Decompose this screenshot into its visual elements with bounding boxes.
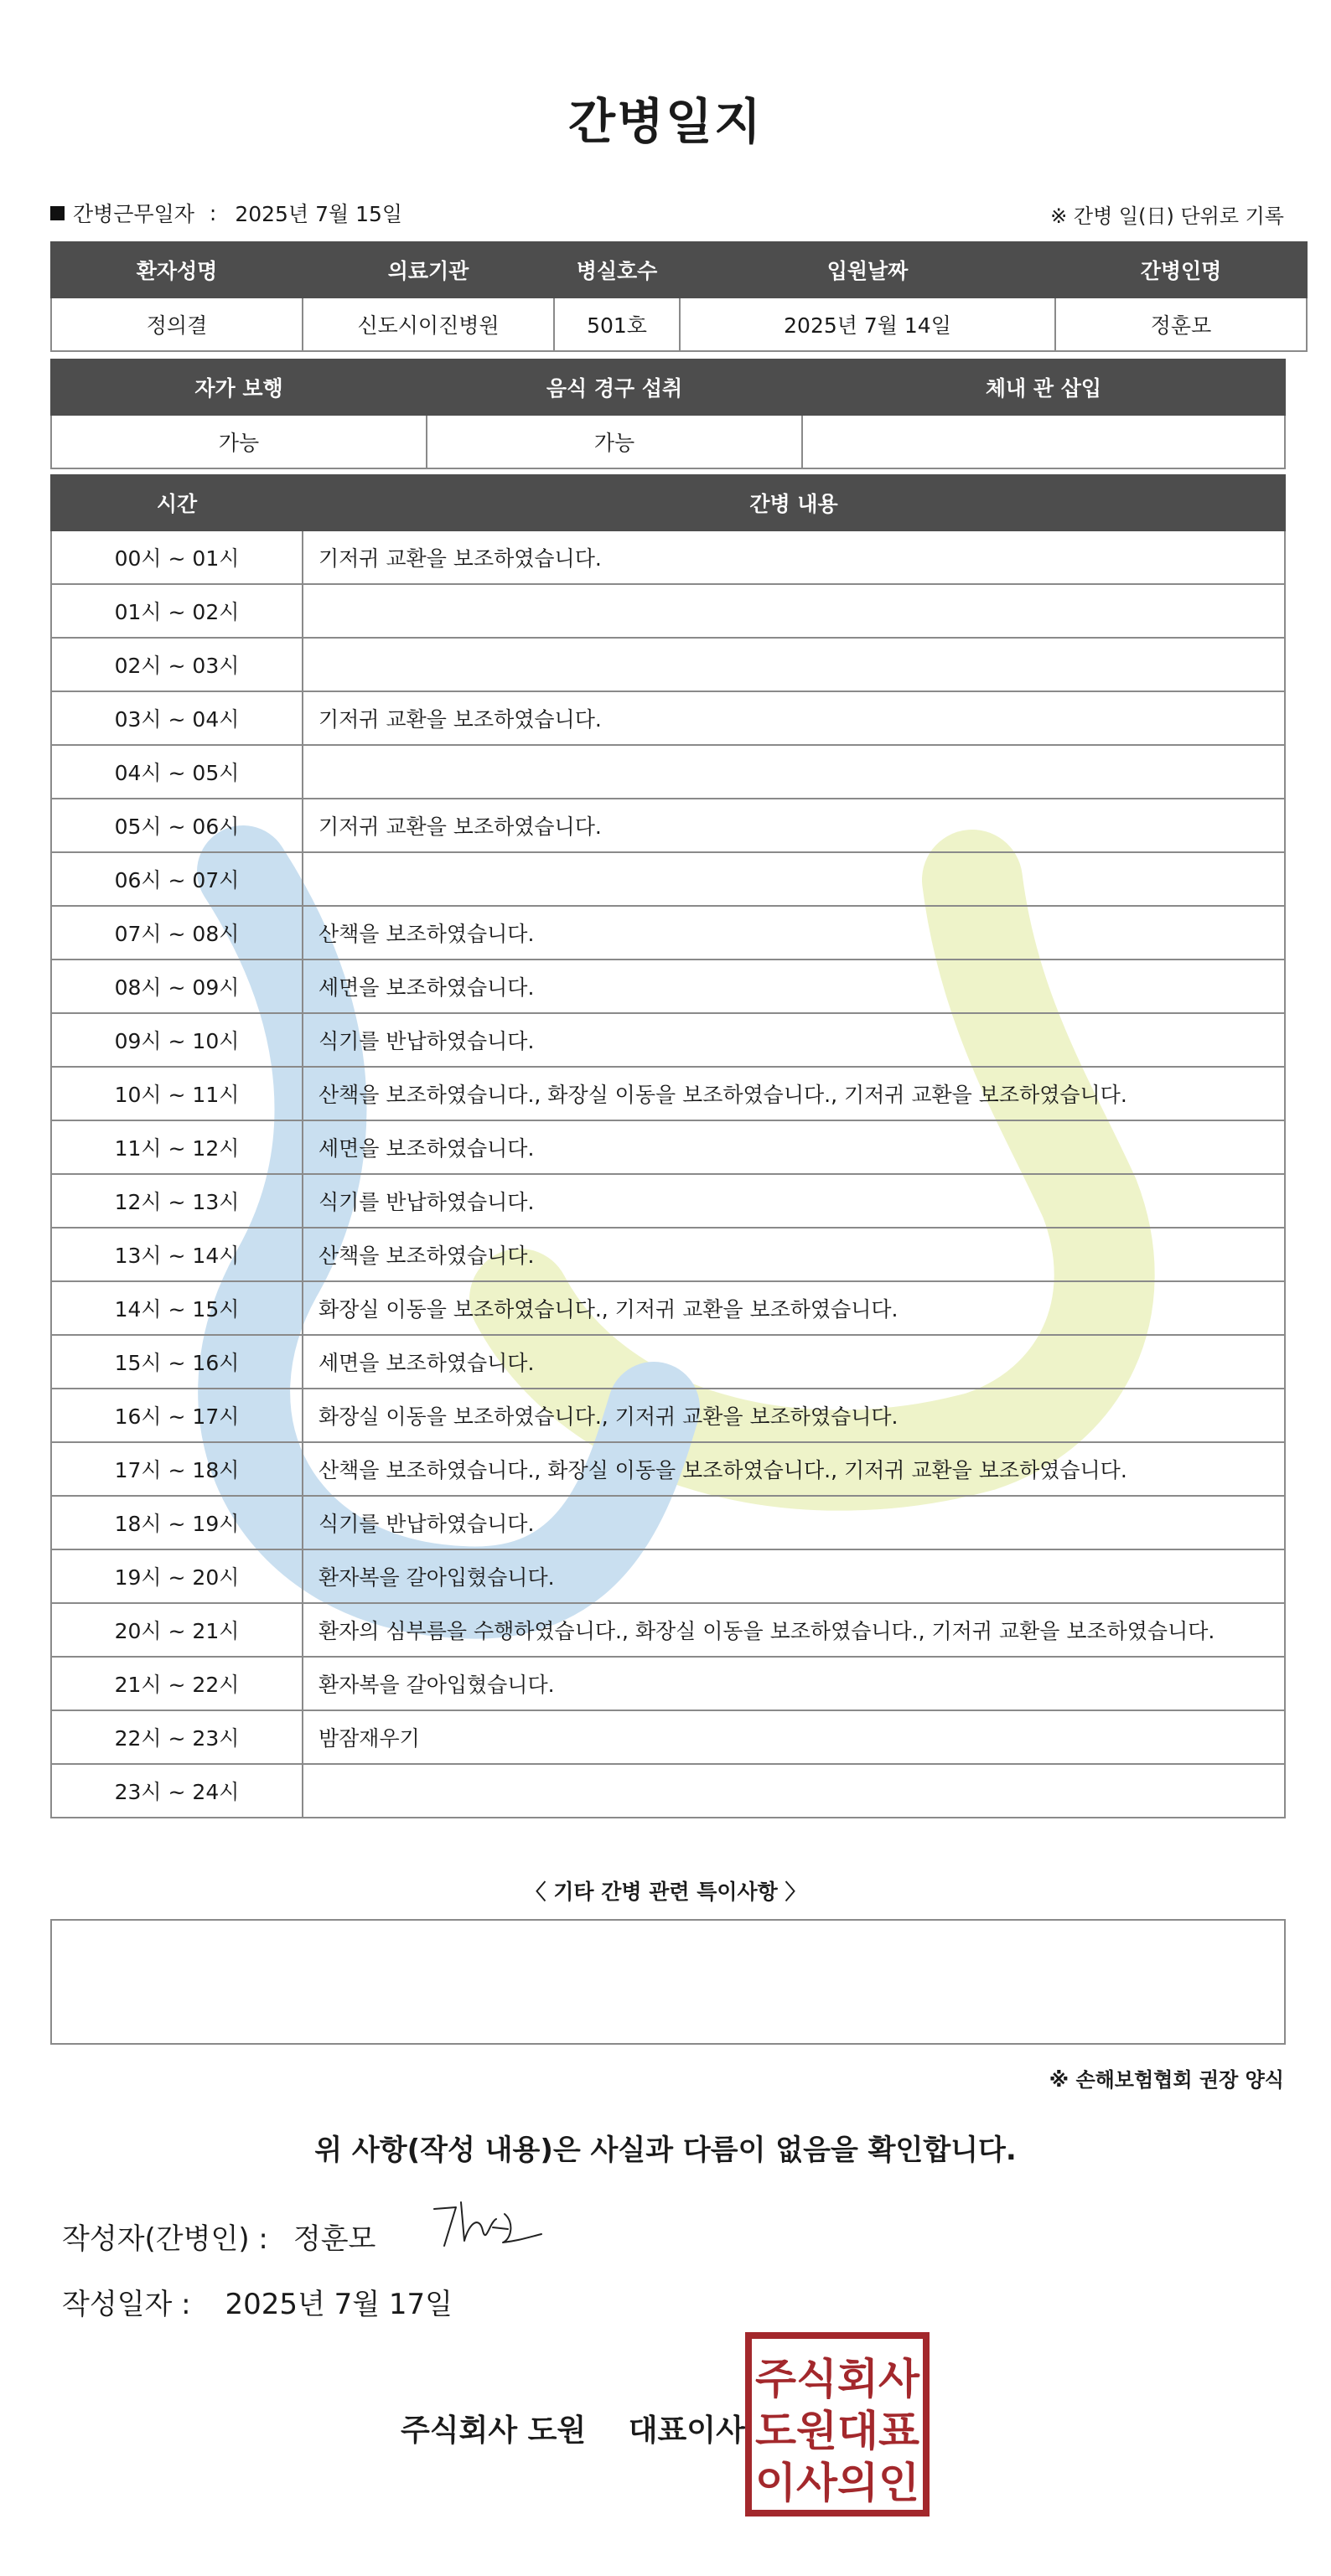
time-slot: 11시 ~ 12시	[51, 1120, 303, 1174]
representative-title: 대표이사	[628, 2413, 745, 2448]
time-slot: 22시 ~ 23시	[51, 1710, 303, 1764]
care-content: 산책을 보조하였습니다., 화장실 이동을 보조하였습니다., 기저귀 교환을 보조하였습니다.	[303, 1442, 1285, 1496]
care-content: 산책을 보조하였습니다.	[303, 1228, 1285, 1281]
table-row	[51, 691, 1285, 745]
table-row	[51, 1603, 1285, 1657]
work-date-value: 2025년 7월 15일	[235, 202, 403, 226]
time-slot: 16시 ~ 17시	[51, 1389, 303, 1442]
work-date-label: 간병근무일자	[73, 202, 194, 226]
care-content: 환자복을 갈아입혔습니다.	[303, 1657, 1285, 1710]
header-self-walking: 자가 보행	[51, 360, 427, 415]
care-content: 세면을 보조하였습니다.	[303, 1335, 1285, 1389]
special-notes-box	[50, 1919, 1286, 2045]
time-slot: 21시 ~ 22시	[51, 1657, 303, 1710]
bullet-square-icon	[50, 206, 65, 220]
table-row	[51, 1389, 1285, 1442]
time-slot: 02시 ~ 03시	[51, 638, 303, 691]
patient-info-table	[50, 241, 1308, 352]
time-slot: 08시 ~ 09시	[51, 960, 303, 1013]
care-content: 산책을 보조하였습니다.	[303, 906, 1285, 960]
care-content: 산책을 보조하였습니다., 화장실 이동을 보조하였습니다., 기저귀 교환을 보조하였습니다.	[303, 1067, 1285, 1120]
time-slot: 10시 ~ 11시	[51, 1067, 303, 1120]
header-tube-insertion: 체내 관 삽입	[802, 360, 1285, 415]
signature	[427, 2197, 545, 2251]
self-walking-value: 가능	[51, 415, 427, 468]
care-content: 식기를 반납하였습니다.	[303, 1496, 1285, 1549]
care-content: 기저귀 교환을 보조하였습니다.	[303, 799, 1285, 852]
header-care-content: 간병 내용	[303, 475, 1285, 530]
table-row	[51, 799, 1285, 852]
care-content: 식기를 반납하였습니다.	[303, 1174, 1285, 1228]
writer-name: 정훈모	[293, 2222, 376, 2256]
header-patient-name: 환자성명	[51, 242, 303, 297]
caregiver-name: 정훈모	[1055, 297, 1307, 351]
hospital-name: 신도시이진병원	[303, 297, 554, 351]
form-source-note: ※ 손해보험협회 권장 양식	[1049, 2068, 1284, 2092]
header-time: 시간	[51, 475, 303, 530]
oral-intake-value: 가능	[427, 415, 802, 468]
table-row	[51, 1496, 1285, 1549]
time-slot: 23시 ~ 24시	[51, 1764, 303, 1818]
table-row	[51, 1067, 1285, 1120]
table-row	[51, 1442, 1285, 1496]
care-content	[303, 852, 1285, 906]
writer-label: 작성자(간병인) :	[62, 2222, 268, 2256]
header-caregiver-name: 간병인명	[1055, 242, 1307, 297]
company-seal-stamp	[744, 2331, 930, 2517]
table-row	[51, 906, 1285, 960]
table-row	[51, 1764, 1285, 1818]
time-slot: 09시 ~ 10시	[51, 1013, 303, 1067]
header-hospital: 의료기관	[303, 242, 554, 297]
table-row	[51, 1120, 1285, 1174]
time-slot: 00시 ~ 01시	[51, 530, 303, 584]
admission-date: 2025년 7월 14일	[680, 297, 1055, 351]
time-slot: 13시 ~ 14시	[51, 1228, 303, 1281]
care-content: 화장실 이동을 보조하였습니다., 기저귀 교환을 보조하였습니다.	[303, 1281, 1285, 1335]
room-number: 501호	[554, 297, 680, 351]
header-admission-date: 입원날짜	[680, 242, 1055, 297]
written-date-line	[62, 2281, 453, 2322]
table-row	[51, 1657, 1285, 1710]
time-slot: 07시 ~ 08시	[51, 906, 303, 960]
written-date-value: 2025년 7월 17일	[225, 2288, 453, 2321]
time-slot: 17시 ~ 18시	[51, 1442, 303, 1496]
table-row	[51, 745, 1285, 799]
care-content: 세면을 보조하였습니다.	[303, 960, 1285, 1013]
work-date-line	[50, 198, 402, 228]
company-line	[401, 2407, 745, 2449]
page-title: 간병일지	[567, 93, 764, 150]
daily-record-note: ※ 간병 일(日) 단위로 기록	[1050, 204, 1284, 228]
time-slot: 20시 ~ 21시	[51, 1603, 303, 1657]
patient-name: 정의결	[51, 297, 303, 351]
table-row	[51, 1335, 1285, 1389]
seal-line-1: 주식회사	[755, 2355, 920, 2403]
writer-line	[62, 2216, 375, 2257]
care-content: 화장실 이동을 보조하였습니다., 기저귀 교환을 보조하였습니다.	[303, 1389, 1285, 1442]
company-name: 주식회사 도원	[401, 2413, 587, 2448]
care-content: 세면을 보조하였습니다.	[303, 1120, 1285, 1174]
time-slot: 14시 ~ 15시	[51, 1281, 303, 1335]
time-slot: 06시 ~ 07시	[51, 852, 303, 906]
table-row	[51, 960, 1285, 1013]
special-notes-title: 〈 기타 간병 관련 특이사항 〉	[525, 1880, 806, 1904]
patient-status-table	[50, 359, 1286, 469]
work-date-colon: :	[209, 200, 217, 225]
time-slot: 01시 ~ 02시	[51, 584, 303, 638]
time-slot: 15시 ~ 16시	[51, 1335, 303, 1389]
table-row	[51, 638, 1285, 691]
table-row	[51, 1013, 1285, 1067]
care-content	[303, 584, 1285, 638]
care-content	[303, 1764, 1285, 1818]
table-row	[51, 852, 1285, 906]
table-row	[51, 1710, 1285, 1764]
care-content: 기저귀 교환을 보조하였습니다.	[303, 530, 1285, 584]
confirmation-statement: 위 사항(작성 내용)은 사실과 다름이 없음을 확인합니다.	[314, 2134, 1017, 2167]
time-slot: 03시 ~ 04시	[51, 691, 303, 745]
care-content: 기저귀 교환을 보조하였습니다.	[303, 691, 1285, 745]
care-content: 환자의 심부름을 수행하였습니다., 화장실 이동을 보조하였습니다., 기저귀 교환을 보조하였습니다.	[303, 1603, 1285, 1657]
header-oral-intake: 음식 경구 섭취	[427, 360, 802, 415]
time-slot: 05시 ~ 06시	[51, 799, 303, 852]
seal-line-3: 이사의인	[755, 2459, 919, 2507]
care-log-table	[50, 474, 1286, 1818]
time-slot: 04시 ~ 05시	[51, 745, 303, 799]
written-date-label: 작성일자 :	[62, 2288, 191, 2321]
time-slot: 12시 ~ 13시	[51, 1174, 303, 1228]
care-content	[303, 638, 1285, 691]
table-row	[51, 530, 1285, 584]
tube-insertion-value	[802, 415, 1285, 468]
table-row	[51, 1281, 1285, 1335]
seal-line-2: 도원대표	[755, 2407, 920, 2455]
care-content	[303, 745, 1285, 799]
header-room-number: 병실호수	[554, 242, 680, 297]
table-row	[51, 1174, 1285, 1228]
table-row	[51, 1549, 1285, 1603]
table-row	[51, 584, 1285, 638]
time-slot: 19시 ~ 20시	[51, 1549, 303, 1603]
time-slot: 18시 ~ 19시	[51, 1496, 303, 1549]
care-content: 환자복을 갈아입혔습니다.	[303, 1549, 1285, 1603]
care-content: 식기를 반납하였습니다.	[303, 1013, 1285, 1067]
table-row	[51, 1228, 1285, 1281]
care-content: 밤잠재우기	[303, 1710, 1285, 1764]
